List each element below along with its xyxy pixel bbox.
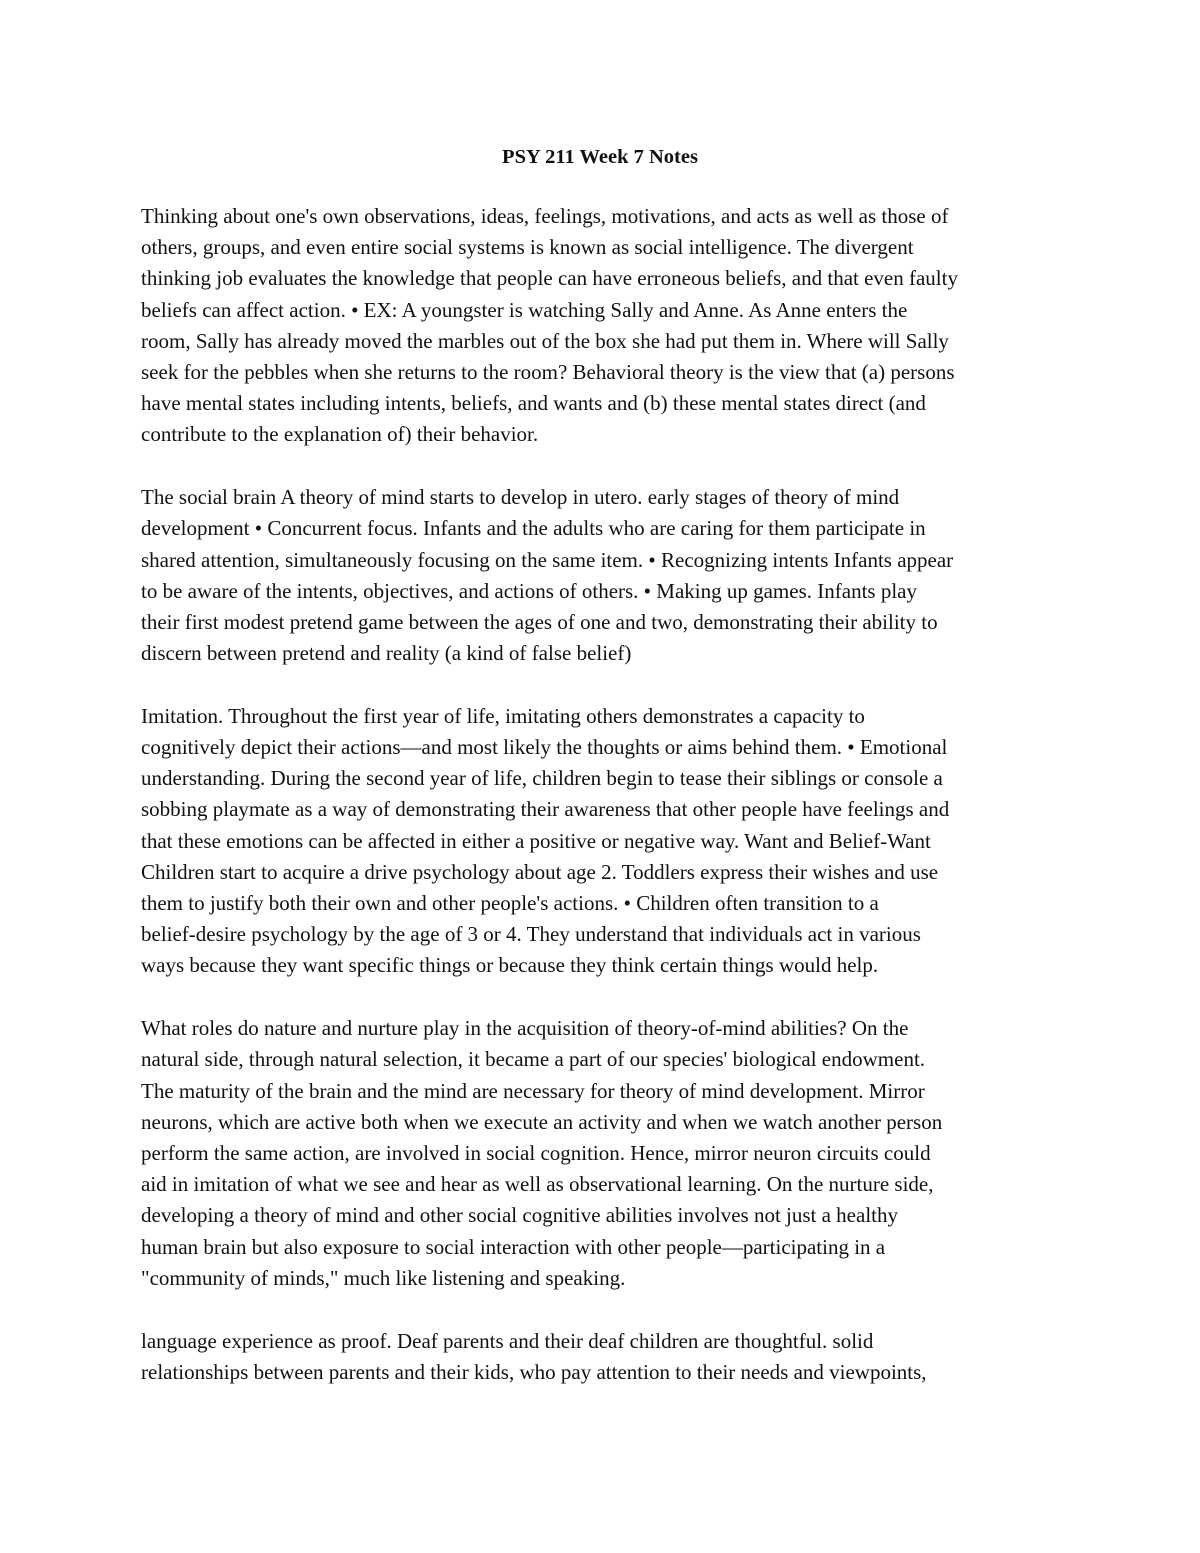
text-line: contribute to the explanation of) their behavior. <box>141 422 539 447</box>
text-line: What roles do nature and nurture play in the acquisition of theory-of-mind abilities? On the <box>141 1016 909 1041</box>
text-line: understanding. During the second year of life, children begin to tease their siblings or console a <box>141 766 943 791</box>
text-line: Children start to acquire a drive psychology about age 2. Toddlers express their wishes and use <box>141 859 939 884</box>
text-line: thinking job evaluates the knowledge that people can have erroneous beliefs, and that even faulty <box>141 266 958 291</box>
text-line: shared attention, simultaneously focusing on the same item. • Recognizing intents Infants appear <box>141 547 954 572</box>
text-line: Imitation. Throughout the first year of life, imitating others demonstrates a capacity to <box>141 703 865 728</box>
text-line: perform the same action, are involved in social cognition. Hence, mirror neuron circuits could <box>141 1140 931 1165</box>
text-line: their first modest pretend game between the ages of one and two, demonstrating their ability to <box>141 609 938 634</box>
document-body <box>141 201 1061 1419</box>
text-line: relationships between parents and their kids, who pay attention to their needs and viewpoints, <box>141 1359 927 1384</box>
text-line: The maturity of the brain and the mind are necessary for theory of mind development. Mirror <box>141 1078 925 1103</box>
text-line: Thinking about one's own observations, ideas, feelings, motivations, and acts as well as those of <box>141 204 949 228</box>
text-line: them to justify both their own and other people's actions. • Children often transition to a <box>141 891 879 916</box>
text-line: to be aware of the intents, objectives, and actions of others. • Making up games. Infants play <box>141 578 917 603</box>
paragraph-3 <box>141 701 1061 982</box>
text-line: developing a theory of mind and other social cognitive abilities involves not just a healthy <box>141 1203 898 1228</box>
text-line: room, Sally has already moved the marbles out of the box she had put them in. Where will Sally <box>141 328 949 353</box>
text-line: language experience as proof. Deaf parents and their deaf children are thoughtful. solid <box>141 1328 874 1353</box>
paragraph-1 <box>141 201 1061 451</box>
text-line: "community of minds," much like listening and speaking. <box>141 1265 626 1290</box>
text-line: sobbing playmate as a way of demonstrating their awareness that other people have feelings and <box>141 797 950 822</box>
text-line: beliefs can affect action. • EX: A youngster is watching Sally and Anne. As Anne enters the <box>141 297 908 322</box>
paragraph-2 <box>141 482 1061 669</box>
text-line: others, groups, and even entire social systems is known as social intelligence. The divergent <box>141 235 914 260</box>
paragraph-4 <box>141 1013 1061 1294</box>
text-line: belief-desire psychology by the age of 3 or 4. They understand that individuals act in various <box>141 922 921 947</box>
paragraph-5 <box>141 1326 1061 1388</box>
text-line: human brain but also exposure to social interaction with other people—participating in a <box>141 1234 886 1259</box>
text-line: have mental states including intents, beliefs, and wants and (b) these mental states direct (and <box>141 391 926 416</box>
text-line: that these emotions can be affected in either a positive or negative way. Want and Belief-Want <box>141 828 931 853</box>
text-line: The social brain A theory of mind starts to develop in utero. early stages of theory of mind <box>141 485 900 510</box>
text-line: discern between pretend and reality (a kind of false belief) <box>141 641 632 666</box>
text-line: cognitively depict their actions—and most likely the thoughts or aims behind them. • Emotional <box>141 735 948 760</box>
text-line: natural side, through natural selection, it became a part of our species' biological endowment. <box>141 1047 926 1072</box>
document-title: PSY 211 Week 7 Notes <box>502 146 698 168</box>
text-line: neurons, which are active both when we execute an activity and when we watch another person <box>141 1109 943 1134</box>
text-line: ways because they want specific things or because they think certain things would help. <box>141 953 879 978</box>
text-line: aid in imitation of what we see and hear as well as observational learning. On the nurture side, <box>141 1172 934 1197</box>
text-line: development • Concurrent focus. Infants and the adults who are caring for them participate in <box>141 516 926 541</box>
text-line: seek for the pebbles when she returns to the room? Behavioral theory is the view that (a) persons <box>141 360 955 385</box>
